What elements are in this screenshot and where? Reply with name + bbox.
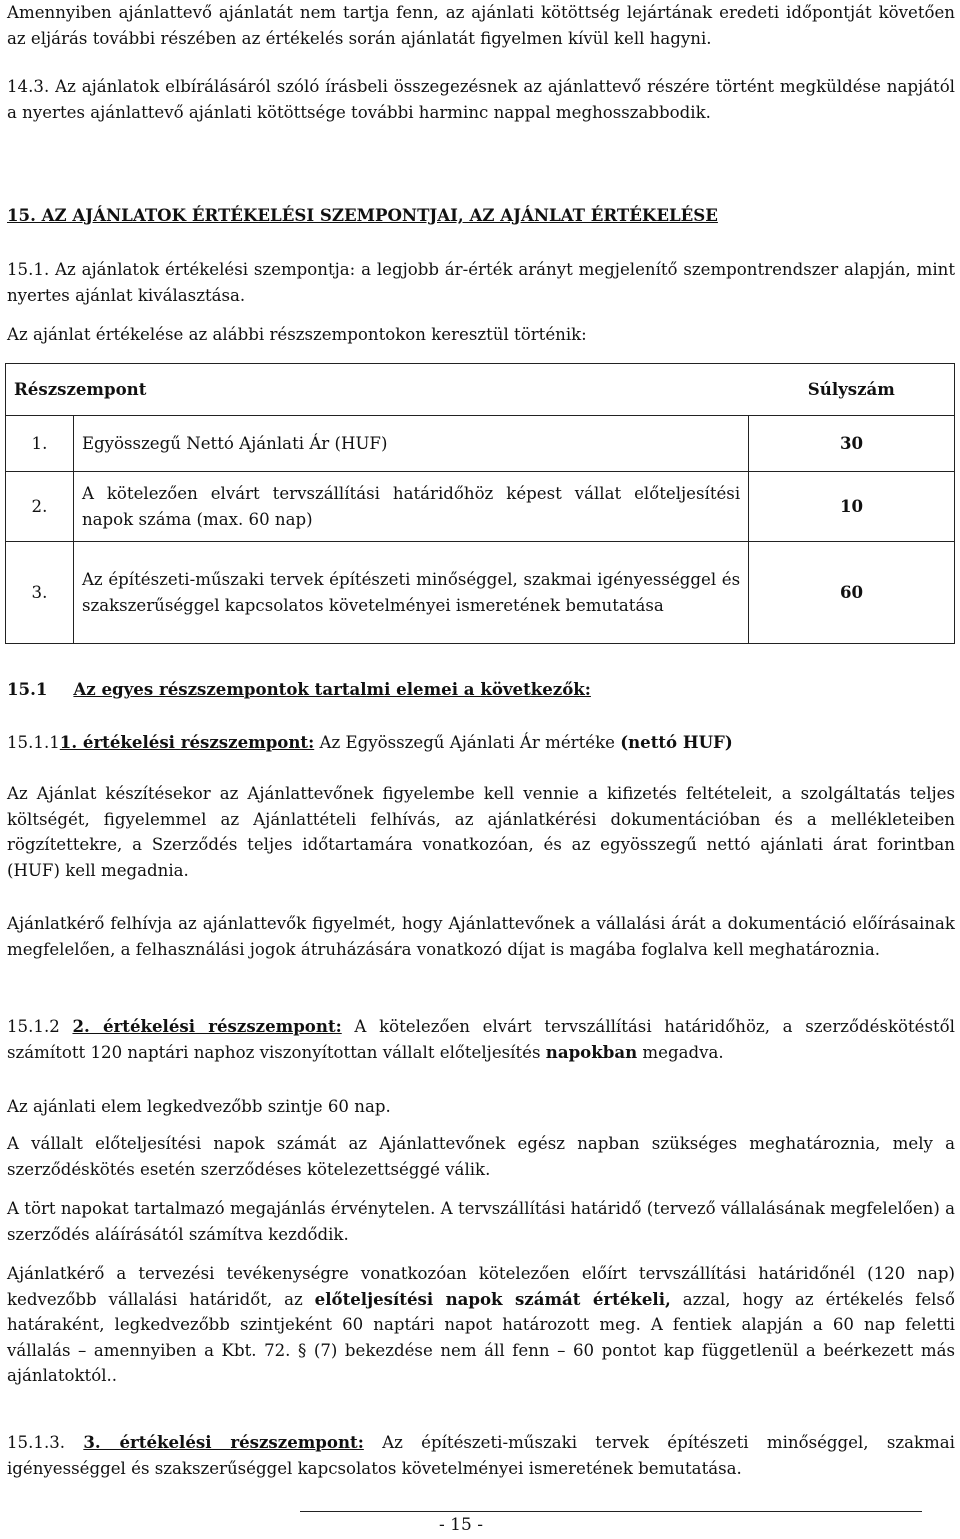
criterion-1-label: 1. értékelési részszempont:	[59, 732, 315, 752]
criterion-2-bold: napokban	[545, 1041, 638, 1062]
section-15-1-paragraph: 15.1. Az ajánlatok értékelési szempontja: a legjobb ár-érték arányt megjelenítő szempontrendszer alapján, mint nyertes ajánlat kiválasztása.	[7, 260, 955, 305]
criterion-3-label: 3. értékelési részszempont:	[83, 1432, 364, 1452]
row-weight: 30	[749, 416, 955, 472]
criterion-2-paragraph-4	[7, 1261, 955, 1389]
row-weight: 60	[749, 542, 955, 644]
criterion-1-bold: (nettó HUF)	[620, 732, 733, 752]
criterion-1-heading	[7, 730, 733, 756]
criterion-2-text: A kötelezően elvárt tervszállítási határidőhöz, a szerződéskötéstől számított 120 naptári naphoz viszonyítottan vállalt előteljesítés	[7, 1017, 955, 1062]
intro-paragraph-2: 14.3. Az ajánlatok elbírálásáról szóló írásbeli összegezésnek az ajánlattevő részére történt megküldése napjától a nyertes ajánlattevő ajánlati kötöttsége további harminc nappal meghosszabbodik.	[7, 77, 955, 122]
footer-divider	[300, 1511, 922, 1512]
criterion-2-p4-end: azzal, hogy az értékelés felső határaként, legkedvezőbb szintjeként 60 naptári napot határozott meg. A fentiek alapján a 60 nap feletti vállalás – amennyiben a Kbt. 72. § (7) bekezdése nem áll fenn – 60 pontot kap függetlenül a beérkezett más ajánlatoktól..	[7, 1289, 955, 1385]
intro-paragraph-1: Amennyiben ajánlattevő ajánlatát nem tartja fenn, az ajánlati kötöttség lejártának eredeti időpontját követően az eljárás további részében az értékelés során ajánlatát figyelmen kívül kell hagyni.	[7, 3, 955, 48]
section-15-intro-line: Az ajánlat értékelése az alábbi részszempontokon keresztül történik:	[7, 325, 587, 344]
table-header-row	[6, 364, 955, 416]
criterion-1-prefix: 15.1.1	[7, 733, 60, 752]
criterion-2-heading	[7, 1014, 955, 1065]
criterion-1-paragraph-2: Ajánlatkérő felhívja az ajánlattevők figyelmét, hogy Ajánlattevőnek a vállalási árát a dokumentáció előírásainak megfelelően, a felhasználási jogok átruházására vonatkozó díjat is magába foglalva kell meghatároznia.	[7, 914, 955, 959]
row-criterion: Egyösszegű Nettó Ajánlati Ár (HUF)	[73, 416, 748, 472]
row-weight: 10	[749, 472, 955, 542]
criterion-3-heading	[7, 1430, 955, 1481]
criterion-1-paragraph-1: Az Ajánlat készítésekor az Ajánlattevőnek figyelembe kell vennie a kifizetés feltételeit, a szolgáltatás teljes költségét, figyelemmel az Ajánlattételi felhívás, az ajánlatkérési dokumentációban és a mellékleteiben rögzítettekre, a Szerződés teljes időtartamára vonatkozóan, és az egyösszegű nettó ajánlati árat forintban (HUF) kell megadnia.	[7, 784, 955, 880]
row-criterion: Az építészeti-műszaki tervek építészeti minőséggel, szakmai igényességgel és szakszerűséggel kapcsolatos követelményei ismeretének bemutatása	[73, 542, 748, 644]
criterion-2-prefix: 15.1.2	[7, 1017, 73, 1036]
table-row	[6, 416, 955, 472]
criterion-2-paragraph-2: A vállalt előteljesítési napok számát az Ajánlattevőnek egész napban szükséges meghatároznia, mely a szerződéskötés esetén szerződéses kötelezettséggé válik.	[7, 1134, 955, 1179]
row-number: 1.	[6, 416, 74, 472]
table-row	[6, 472, 955, 542]
subsection-15-1-heading	[7, 677, 591, 703]
criterion-2-text-end: megadva.	[637, 1042, 724, 1062]
header-criterion: Részszempont	[6, 364, 749, 416]
subsection-number: 15.1	[7, 679, 48, 699]
table-row	[6, 542, 955, 644]
row-number: 2.	[6, 472, 74, 542]
criterion-2-p4-start: Ajánlatkérő a tervezési tevékenységre vonatkozóan kötelezően előírt tervszállítási határidőnél (120 nap) kedvezőbb vállalási határidőt, az	[7, 1264, 955, 1309]
section-15-heading: 15. AZ AJÁNLATOK ÉRTÉKELÉSI SZEMPONTJAI, AZ AJÁNLAT ÉRTÉKELÉSE	[7, 205, 718, 225]
row-number: 3.	[6, 542, 74, 644]
criterion-2-paragraph-3: A tört napokat tartalmazó megajánlás érvénytelen. A tervszállítási határidő (tervező vállalásának megfelelően) a szerződés aláírásától számítva kezdődik.	[7, 1199, 955, 1244]
weights-table	[5, 363, 955, 644]
criterion-1-text: Az Egyösszegű Ajánlati Ár mértéke	[314, 733, 621, 752]
page-number: - 15 -	[439, 1515, 483, 1535]
row-criterion: A kötelezően elvárt tervszállítási határidőhöz képest vállat előteljesítési napok száma (max. 60 nap)	[73, 472, 748, 542]
criterion-2-label: 2. értékelési részszempont:	[72, 1016, 342, 1036]
weights-table-wrapper	[6, 363, 955, 644]
criterion-3-text: Az építészeti-műszaki tervek építészeti minőséggel, szakmai igényességgel és szakszerűséggel kapcsolatos követelményei ismeretének bemutatása.	[7, 1433, 955, 1478]
criterion-2-p4-bold: előteljesítési napok számát értékeli,	[314, 1288, 671, 1309]
header-weight: Súlyszám	[749, 364, 955, 416]
criterion-3-prefix: 15.1.3.	[7, 1433, 84, 1452]
subsection-title: Az egyes részszempontok tartalmi elemei a következők:	[73, 679, 591, 699]
criterion-2-paragraph-1: Az ajánlati elem legkedvezőbb szintje 60 nap.	[7, 1097, 391, 1116]
